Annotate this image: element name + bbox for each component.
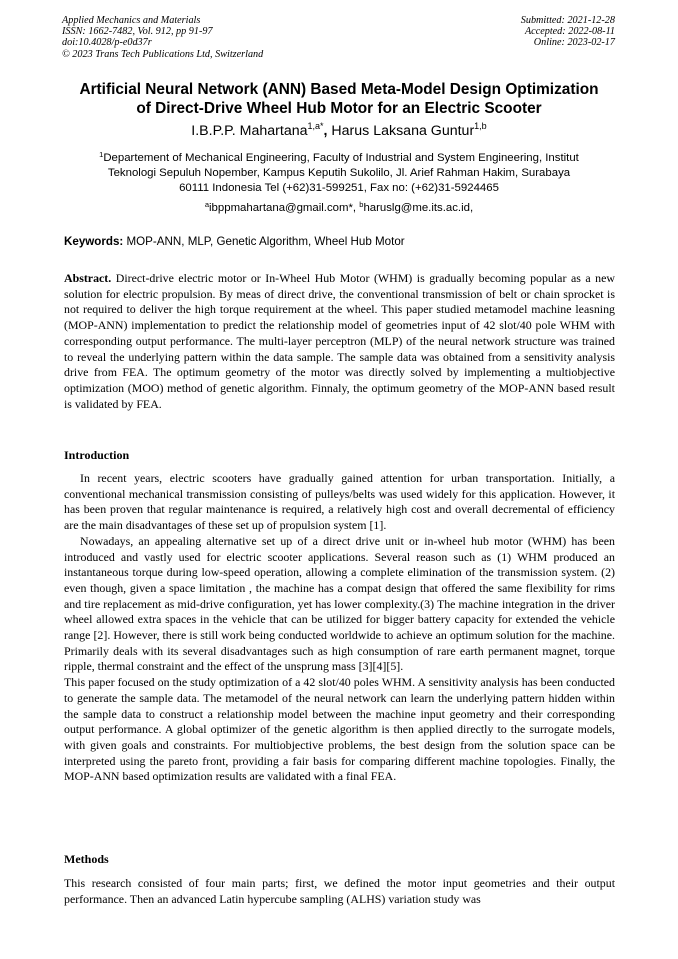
methods-paragraph-1: This research consisted of four main parts; first, we defined the motor input geometries and their output performance. Then an advanced Latin hypercube sampling (ALHS) variation study was xyxy=(64,876,615,906)
journal-info xyxy=(62,15,263,60)
issn: ISSN: 1662-7482, Vol. 912, pp 91-97 xyxy=(62,26,213,38)
methods-body xyxy=(64,876,615,907)
author-list xyxy=(40,122,638,140)
email-b-marker: b xyxy=(359,200,364,209)
author-2: Harus Laksana Guntur xyxy=(327,123,475,139)
introduction-body xyxy=(64,471,615,785)
keywords-text: MOP-ANN, MLP, Genetic Algorithm, Wheel Hub Motor xyxy=(123,235,405,248)
accepted-date: Accepted: 2022-08-11 xyxy=(524,26,615,38)
intro-paragraph-1: In recent years, electric scooters have gradually gained attention for urban transportation. Initially, a conventional mechanical transmission consisting of pulleys/belts was used widely for this application. However, it has been proven that regular maintenance is required, a relatively high cost and overall decremental of efficiency are the main disadvantages of these set up of propulsion system [1]. xyxy=(64,471,615,533)
intro-paragraph-3: This paper focused on the study optimization of a 42 slot/40 poles WHM. A sensitivity analysis has been conducted to generate the sample data. The metamodel of the neural network can learn the underlying pattern hidden within the sample data to construct a relationship model between the machine input geometry and their corresponding output performance. A global optimizer of the genetic algorithm is then applied directly to the surrogate models, with given goals and constraints. For multiobjective problems, the best design from the solution space can be interpreted using the pareto front, providing a fair basis for comparing different machine topologies. Finally, the MOP-ANN based optimization results are validated with a final FEA. xyxy=(64,675,615,784)
email-a[interactable]: ibppmahartana@gmail.com*, xyxy=(209,202,360,214)
email-b[interactable]: haruslg@me.its.ac.id, xyxy=(363,202,474,214)
title-line-1: Artificial Neural Network (ANN) Based Meta-Model Design Optimization xyxy=(79,81,599,98)
author-1: I.B.P.P. Mahartana xyxy=(191,123,308,139)
methods-heading: Methods xyxy=(64,852,109,866)
title-line-2: of Direct-Drive Wheel Hub Motor for an Electric Scooter xyxy=(136,99,542,117)
keywords-label: Keywords: xyxy=(64,235,124,248)
author-2-affiliation: 1,b xyxy=(474,121,487,131)
affiliation-marker: 1 xyxy=(99,150,104,159)
affiliation-line-1: Departement of Mechanical Engineering, Faculty of Industrial and System Engineering, Institut xyxy=(103,152,579,164)
paper-title xyxy=(40,81,638,118)
abstract xyxy=(64,271,615,412)
affiliation-line-3: 60111 Indonesia Tel (+62)31-599251, Fax no: (+62)31-5924465 xyxy=(179,182,499,195)
author-emails xyxy=(40,201,638,216)
publication-dates xyxy=(521,15,615,49)
doi: doi:10.4028/p-e0d37r xyxy=(62,37,152,49)
introduction-heading: Introduction xyxy=(64,448,130,462)
keywords xyxy=(64,234,616,249)
abstract-text: Direct-drive electric motor or In-Wheel Hub Motor (WHM) is gradually becoming popular as a new solution for electric propulsion. By meas of direct drive, the conventional transmission of belt or chain sprocket is not required to deliver the high torque requirement at the wheel. This paper studied metamodel machine leasning (MOP-ANN) implementation to predict the relationship model of geometries input of 42 slot/40 pole WHM with corresponding output performance. The multi-layer perceptron (MLP) of the neural network structure was trained to reveal the underlying pattern within the data sample. The sample data was obtained from a sensitivity analysis drive from FEA. The optimum geometry of the motor was directly solved by implementing a multiobjective optimization (MOO) method of genetic algorithm. Finnaly, the optimum geometry of the MOP-ANN based result is validated by FEA. xyxy=(64,271,615,411)
email-a-marker: a xyxy=(204,200,210,209)
affiliation xyxy=(40,151,638,197)
author-1-affiliation: 1,a* xyxy=(307,121,324,131)
intro-paragraph-2: Nowadays, an appealing alternative set up of a direct drive unit or in-wheel hub motor (WHM) has been introduced and vastly used for electric scooter applications. Several reason such as (1) WHM produced an instantaneous torque during low-speed operation, allowing a complete elimination of the transmission system. (2) even though, given a space limitation , the machine has a compat design that offered the same flexibility for rims and tire replacement as mid-drive configuration, yet has lower complexity.(3) The machine integration in the driver wheel allowed extra spaces in the vehicle that can be utilized for bigger battery capacity for extended the vehicle range [2]. However, there is still work being conducted worldwide to achieve an optimum solution for the machine. Primarily deals with its several disadvantages such as high consumption of rare earth permanent magnet, torque ripple, thermal constraint and the effect of the unsprung mass [3][4][5]. xyxy=(64,533,615,674)
affiliation-line-2: Teknologi Sepuluh Nopember, Kampus Keputih Sukolilo, Jl. Arief Rahman Hakim, Surabaya xyxy=(107,167,571,180)
abstract-label: Abstract. xyxy=(64,271,112,285)
online-date: Online: 2023-02-17 xyxy=(533,37,615,49)
author-separator: , xyxy=(323,123,328,139)
journal-name: Applied Mechanics and Materials xyxy=(62,15,201,26)
submitted-date: Submitted: 2021-12-28 xyxy=(520,15,615,26)
copyright: © 2023 Trans Tech Publications Ltd, Switzerland xyxy=(62,48,264,60)
